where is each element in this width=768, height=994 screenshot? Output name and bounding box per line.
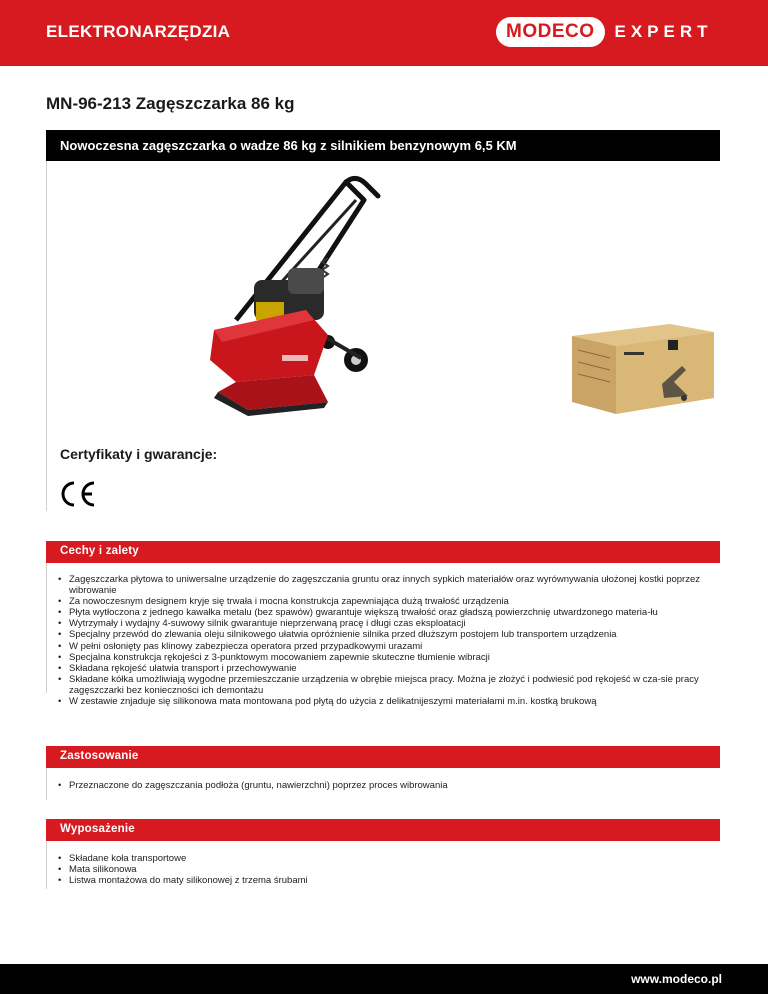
section-divider [46,563,47,693]
footer-bar [0,964,768,994]
equipment-title: Wyposażenie [60,823,135,835]
list-item: • Składana rękojeść ułatwia transport i przechowywanie [58,663,718,674]
section-divider [46,841,47,889]
product-subtitle-bar [46,130,720,161]
website-link[interactable]: www.modeco.pl [631,972,722,986]
product-title: MN-96-213 Zagęszczarka 86 kg [46,94,295,113]
list-item: • Składane koła transportowe [58,853,718,864]
list-item: • W zestawie znjaduje się silikonowa mata montowana pod płytą do użycia z delikatnijeszymi materiałami m.in. kostką brukową [58,696,718,707]
logo-suffix: EXPERT [614,22,713,41]
equipment-list [58,853,718,886]
application-list [58,780,718,791]
list-item: • Zagęszczarka płytowa to uniwersalne urządzenie do zagęszczania gruntu oraz innych sypkich materiałów oraz wyrównywania ułożonej kostki poprzez wibrowanie [58,574,718,596]
list-item: • Specjalna konstrukcja rękojeści z 3-punktowym mocowaniem zapewnie skuteczne tłumienie wibracji [58,652,718,663]
product-box-image [568,322,718,416]
plate-compactor-image [196,170,386,420]
features-header [46,541,720,563]
category-label: ELEKTRONARZĘDZIA [46,22,231,41]
application-header [46,746,720,768]
list-item: • Przeznaczone do zagęszczania podłoża (gruntu, nawierzchni) poprzez proces wibrowania [58,780,718,791]
section-divider [46,161,47,511]
product-subtitle: Nowoczesna zagęszczarka o wadze 86 kg z silnikiem benzynowym 6,5 KM [60,138,517,153]
application-title: Zastosowanie [60,750,139,762]
header-bar [0,0,768,66]
modeco-expert-logo[interactable] [496,17,713,47]
list-item: • Płyta wytłoczona z jednego kawałka metalu (bez spawów) gwarantuje większą trwałość oraz gładszą powierzchnię utwardzonego materia-łu [58,607,718,618]
logo-brand: MODECO [496,17,605,47]
list-item: • Specjalny przewód do zlewania oleju silnikowego ułatwia opróżnienie silnika przed dłuższym postojem lub transportem urządzenia [58,629,718,640]
features-list [58,574,718,707]
list-item: • Listwa montażowa do maty silikonowej z trzema śrubami [58,875,718,886]
features-title: Cechy i zalety [60,545,139,557]
certificates-title: Certyfikaty i gwarancje: [60,446,218,462]
list-item: • Mata silikonowa [58,864,718,875]
ce-mark-icon [58,480,98,508]
list-item: • Za nowoczesnym designem kryje się trwała i mocna konstrukcja zapewniająca dużą trwałość urządzenia [58,596,718,607]
equipment-header [46,819,720,841]
list-item: • Składane kółka umożliwiają wygodne przemieszczanie urządzenia w obrębie miejsca pracy. Można je złożyć i podwiesić pod rękojeść w cza-sie pracy zagęszczarki bez konieczności ich demontażu [58,674,718,696]
section-divider [46,768,47,800]
list-item: • Wytrzymały i wydajny 4-suwowy silnik gwarantuje nieprzerwaną pracę i długi czas eksploatacji [58,618,718,629]
list-item: • W pełni osłonięty pas klinowy zabezpiecza operatora przed przypadkowymi urazami [58,641,718,652]
